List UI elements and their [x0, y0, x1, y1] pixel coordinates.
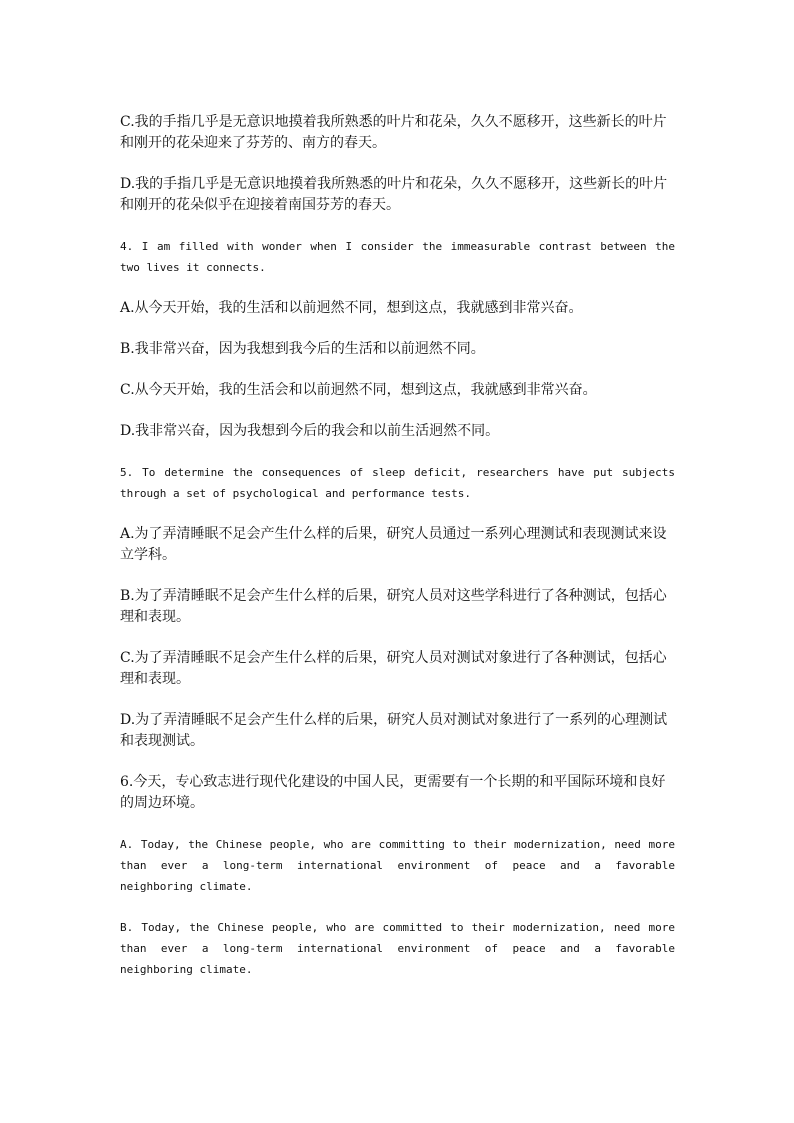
- option-5c: C.为了弄清睡眠不足会产生什么样的后果，研究人员对测试对象进行了各种测试，包括心理和表现。: [120, 650, 667, 687]
- question-5: 5. To determine the consequences of sleep deficit, researchers have put subjects through a set of psychological and performance tests.: [120, 466, 675, 500]
- option-4a: A.从今天开始，我的生活和以前迥然不同，想到这点，我就感到非常兴奋。: [120, 300, 583, 316]
- option-5d: D.为了弄清睡眠不足会产生什么样的后果，研究人员对测试对象进行了一系列的心理测试和表现测试。: [120, 712, 668, 749]
- option-6a: A. Today, the Chinese people, who are committing to their modernization, need more than ever a long-term international environment of peace and a favorable neighboring climate.: [120, 838, 675, 893]
- option-4d: D.我非常兴奋，因为我想到今后的我会和以前生活迥然不同。: [120, 423, 500, 439]
- option-4c: C.从今天开始，我的生活会和以前迥然不同，想到这点，我就感到非常兴奋。: [120, 382, 597, 398]
- option-5b: B.为了弄清睡眠不足会产生什么样的后果，研究人员对这些学科进行了各种测试，包括心理和表现。: [120, 588, 667, 625]
- option-3d: D.我的手指几乎是无意识地摸着我所熟悉的叶片和花朵，久久不愿移开，这些新长的叶片和刚开的花朵似乎在迎接着南国芬芳的春天。: [120, 176, 668, 213]
- question-6: 6.今天，专心致志进行现代化建设的中国人民，更需要有一个长期的和平国际环境和良好的周边环境。: [120, 774, 666, 811]
- option-5a: A.为了弄清睡眠不足会产生什么样的后果，研究人员通过一系列心理测试和表现测试来设立学科。: [120, 526, 667, 563]
- option-6b: B. Today, the Chinese people, who are committed to their modernization, need more than ever a long-term international environment of peace and a favorable neighboring climate.: [120, 921, 675, 976]
- document-page: [120, 112, 675, 980]
- option-3c: C.我的手指几乎是无意识地摸着我所熟悉的叶片和花朵，久久不愿移开，这些新长的叶片和刚开的花朵迎来了芬芳的、南方的春天。: [120, 114, 667, 151]
- option-4b: B.我非常兴奋，因为我想到我今后的生活和以前迥然不同。: [120, 341, 485, 357]
- question-4: 4. I am filled with wonder when I consider the immeasurable contrast between the two lives it connects.: [120, 240, 675, 274]
